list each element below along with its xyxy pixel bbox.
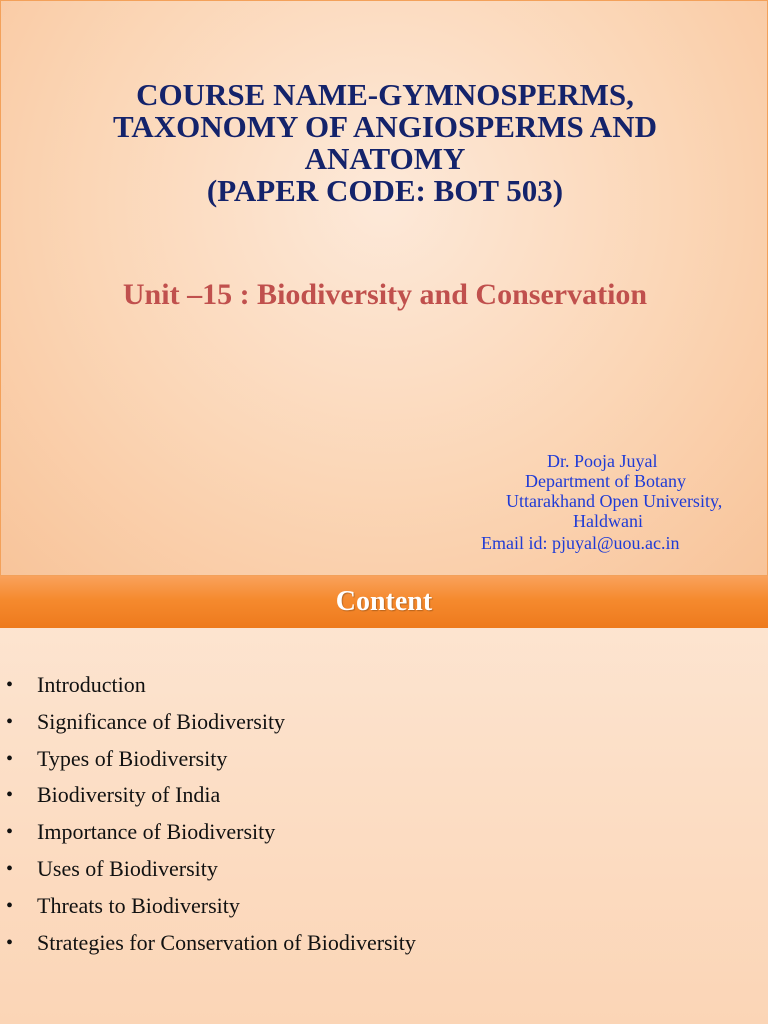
course-title-line: TAXONOMY OF ANGIOSPERMS AND	[113, 109, 657, 144]
list-item-label: Uses of Biodiversity	[37, 855, 218, 881]
author-department: Department of Botany	[525, 471, 686, 491]
list-item	[0, 705, 768, 742]
list-item	[0, 889, 768, 926]
paper-code-line: (PAPER CODE: BOT 503)	[206, 173, 564, 208]
author-city: Haldwani	[573, 511, 643, 531]
bullet-icon: •	[6, 784, 14, 807]
list-item-label: Types of Biodiversity	[37, 745, 228, 771]
list-item-label: Threats to Biodiversity	[37, 892, 240, 918]
list-item	[0, 742, 768, 779]
list-item-label: Importance of Biodiversity	[37, 819, 276, 845]
course-title-line: COURSE NAME-GYMNOSPERMS,	[136, 77, 634, 112]
content-heading: Content	[335, 586, 433, 617]
author-university: Uttarakhand Open University,	[506, 491, 723, 511]
list-item	[0, 815, 768, 852]
course-title	[41, 79, 729, 207]
author-block	[1, 451, 768, 561]
list-item	[0, 778, 768, 815]
list-item-label: Introduction	[37, 672, 146, 697]
list-item	[0, 668, 768, 705]
bullet-icon: •	[6, 931, 14, 954]
bullet-icon: •	[6, 747, 14, 770]
list-item	[0, 926, 768, 963]
bullet-icon: •	[6, 674, 14, 696]
content-banner	[0, 576, 768, 628]
content-list	[0, 668, 768, 962]
list-item-label: Strategies for Conservation of Biodiversity	[37, 929, 416, 955]
bullet-icon: •	[6, 857, 14, 880]
course-title-line: ANATOMY	[304, 141, 466, 176]
unit-title: Unit –15 : Biodiversity and Conservation	[122, 278, 648, 311]
list-item-label: Significance of Biodiversity	[37, 708, 286, 734]
bullet-icon: •	[6, 894, 14, 917]
content-slide	[0, 576, 768, 1024]
author-name: Dr. Pooja Juyal	[547, 451, 658, 471]
list-item	[0, 852, 768, 889]
bullet-icon: •	[6, 821, 14, 844]
bullet-icon: •	[6, 710, 14, 733]
author-email: Email id: pjuyal@uou.ac.in	[481, 533, 680, 553]
list-item-label: Biodiversity of India	[37, 782, 221, 808]
